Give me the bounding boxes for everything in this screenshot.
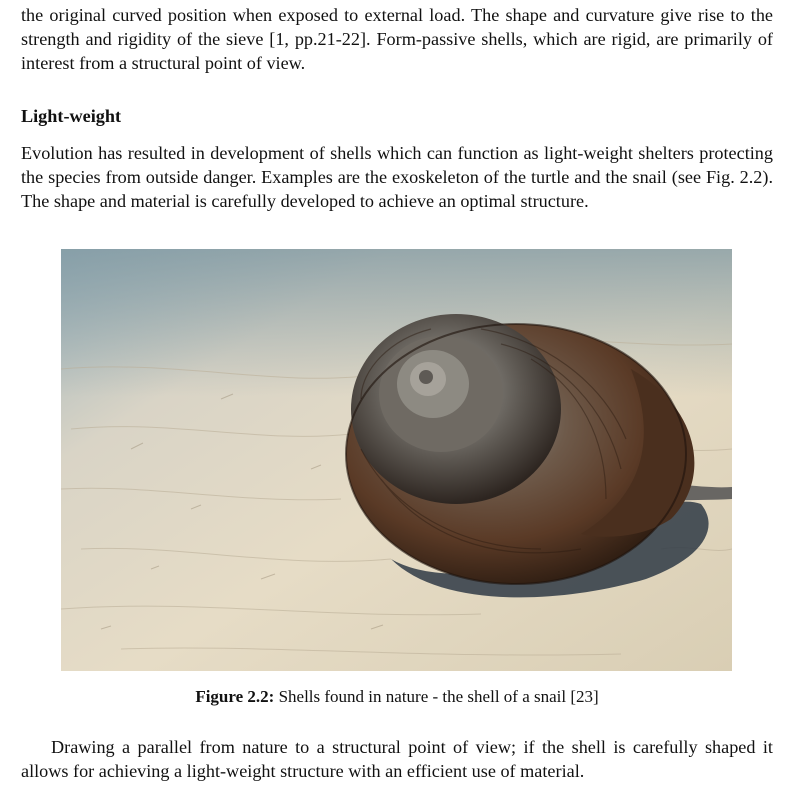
section-heading: Light-weight	[21, 106, 122, 126]
body-paragraph-bottom	[21, 735, 773, 783]
snail-shell-photo	[61, 249, 732, 671]
body-paragraph-bottom-text: Drawing a parallel from nature to a structural point of view; if the shell is carefully shaped it allows for achieving a light-weight structure with an efficient use of material.	[21, 737, 773, 781]
body-paragraph-light-weight: Evolution has resulted in development of shells which can function as light-weight shelters protecting the species from outside danger. Examples are the exoskeleton of the turtle and the snail (see Fig. 2.2). The shape and material is carefully developed to achieve an optimal structure.	[21, 143, 773, 211]
figure-caption-text: Shells found in nature - the shell of a snail [23]	[278, 687, 599, 706]
figure-label: Figure 2.2:	[195, 687, 275, 706]
body-paragraph-top: the original curved position when exposed to external load. The shape and curvature give rise to the strength and rigidity of the sieve [1, pp.21-22]. Form-passive shells, which are rigid, are primarily of interest from a structural point of view.	[21, 5, 773, 73]
figure-caption	[21, 686, 773, 708]
